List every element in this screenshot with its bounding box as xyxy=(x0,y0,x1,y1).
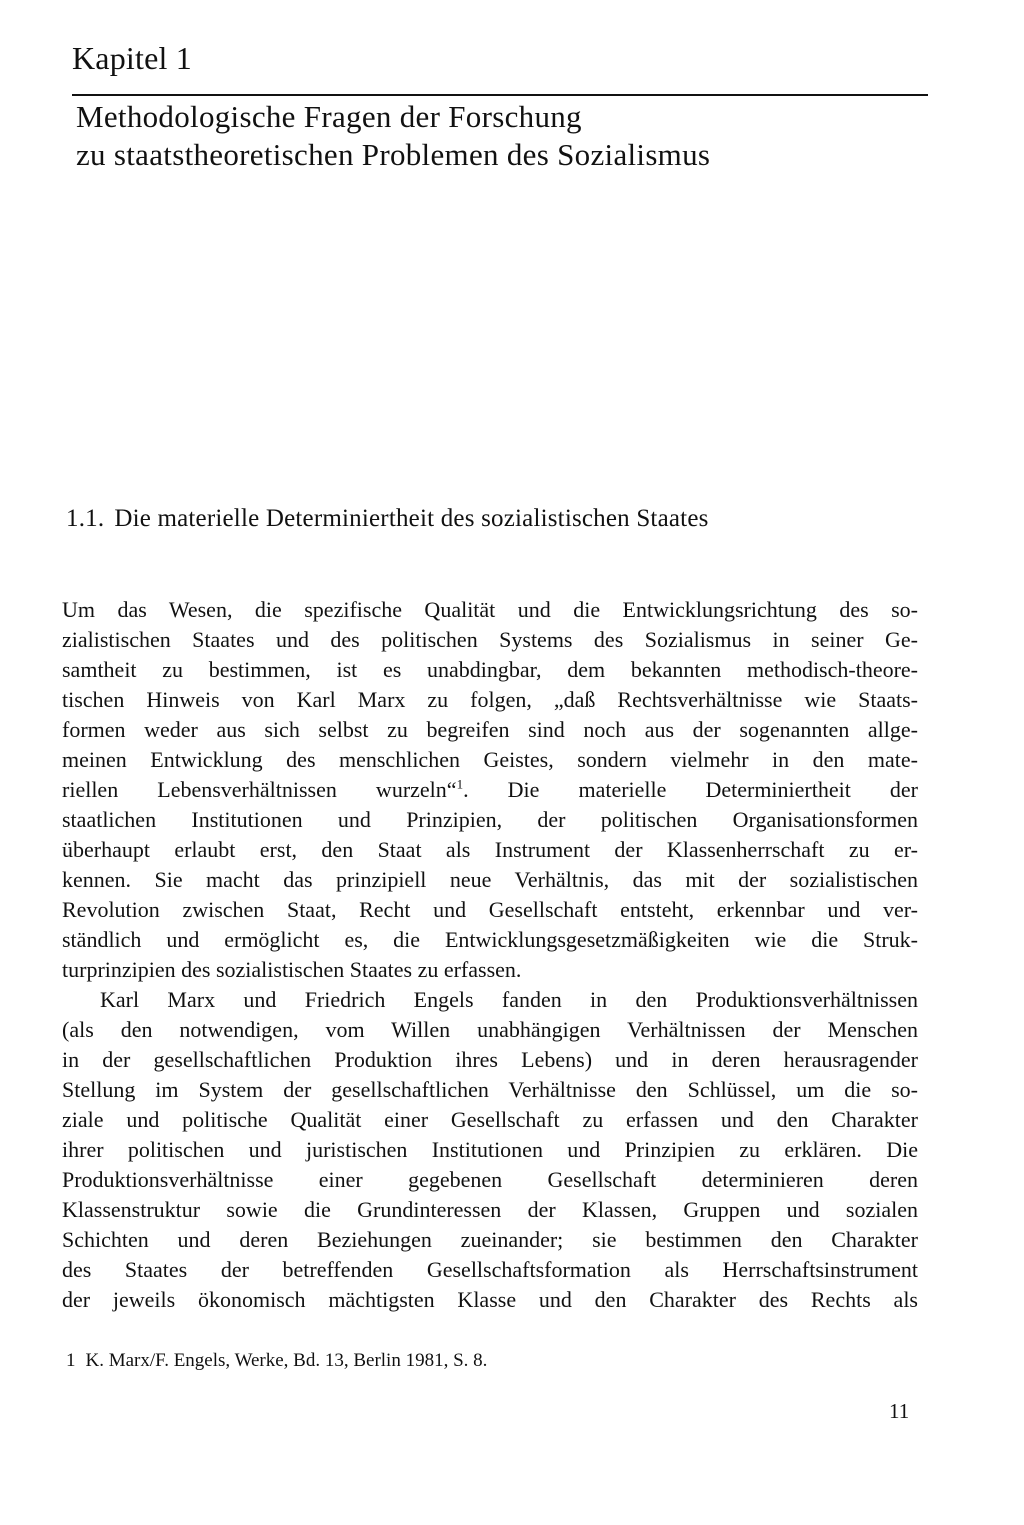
chapter-title xyxy=(76,98,710,174)
text-line: staatlichen Institutionen und Prinzipien, der politischen Organisationsformen xyxy=(62,807,918,832)
chapter-title-line-1: Methodologische Fragen der Forschung xyxy=(76,99,582,134)
text-line: Produktionsverhältnisse einer gegebenen Gesellschaft determinieren deren xyxy=(62,1167,918,1192)
section-heading xyxy=(66,503,709,535)
text-line: der jeweils ökonomisch mächtigsten Klasse und den Charakter des Rechts als xyxy=(62,1287,918,1312)
text-line: zialistischen Staates und des politischen Systems des Sozialismus in seiner Ge- xyxy=(62,627,918,652)
text-line: des Staates der betreffenden Gesellschaftsformation als Herrschaftsinstrument xyxy=(62,1257,918,1282)
text-line: Stellung im System der gesellschaftlichen Verhältnisse den Schlüssel, um die so- xyxy=(62,1077,918,1102)
text-line: Schichten und deren Beziehungen zueinander; sie bestimmen den Charakter xyxy=(62,1227,918,1252)
text-line: kennen. Sie macht das prinzipiell neue Verhältnis, das mit der sozialistischen xyxy=(62,867,918,892)
text-segment: . Die materielle Determiniertheit der xyxy=(463,777,919,802)
text-line: überhaupt erlaubt erst, den Staat als Instrument der Klassenherrschaft zu er- xyxy=(62,837,918,862)
text-line: turprinzipien des sozialistischen Staates zu erfassen. xyxy=(62,957,522,982)
text-line: ihrer politischen und juristischen Institutionen und Prinzipien zu erklären. Die xyxy=(62,1137,918,1162)
chapter-divider xyxy=(72,94,928,96)
body-text xyxy=(62,595,918,1315)
chapter-title-line-2: zu staatstheoretischen Problemen des Sozialismus xyxy=(76,137,711,172)
page-number: 11 xyxy=(889,1399,910,1423)
text-line: in der gesellschaftlichen Produktion ihres Lebens) und in deren herausragender xyxy=(62,1047,918,1072)
text-line: Revolution zwischen Staat, Recht und Gesellschaft entsteht, erkennbar und ver- xyxy=(62,897,918,922)
footnote-reference: 1 xyxy=(456,776,464,792)
text-line: (als den notwendigen, vom Willen unabhängigen Verhältnissen der Menschen xyxy=(62,1017,918,1042)
chapter-label: Kapitel 1 xyxy=(72,40,192,76)
text-line-with-footnote-ref xyxy=(62,775,918,805)
section-number: 1.1. xyxy=(66,505,105,532)
section-title: Die materielle Determiniertheit des sozialistischen Staates xyxy=(114,505,709,532)
text-line: tischen Hinweis von Karl Marx zu folgen, „daß Rechtsverhältnisse wie Staats- xyxy=(62,687,918,712)
footnote xyxy=(66,1348,487,1374)
text-segment: riellen Lebensverhältnissen wurzeln“ xyxy=(62,777,457,802)
text-line: Um das Wesen, die spezifische Qualität und die Entwicklungsrichtung des so- xyxy=(62,597,918,622)
text-line: meinen Entwicklung des menschlichen Geistes, sondern vielmehr in den mate- xyxy=(62,747,918,772)
text-line: Klassenstruktur sowie die Grundinteressen der Klassen, Gruppen und sozialen xyxy=(62,1197,918,1222)
text-line: Karl Marx und Friedrich Engels fanden in den Produktionsverhältnissen xyxy=(100,987,918,1012)
paragraph-1 xyxy=(62,595,918,985)
text-line: ständlich und ermöglicht es, die Entwicklungsgesetzmäßigkeiten wie die Struk- xyxy=(62,927,918,952)
footnote-text: K. Marx/F. Engels, Werke, Bd. 13, Berlin 1981, S. 8. xyxy=(85,1350,488,1371)
paragraph-2 xyxy=(62,985,918,1315)
footnote-number: 1 xyxy=(66,1350,76,1371)
text-line: samtheit zu bestimmen, ist es unabdingbar, dem bekannten methodisch-theore- xyxy=(62,657,918,682)
text-line: ziale und politische Qualität einer Gesellschaft zu erfassen und den Charakter xyxy=(62,1107,918,1132)
text-line: formen weder aus sich selbst zu begreifen sind noch aus der sogenannten allge- xyxy=(62,717,918,742)
